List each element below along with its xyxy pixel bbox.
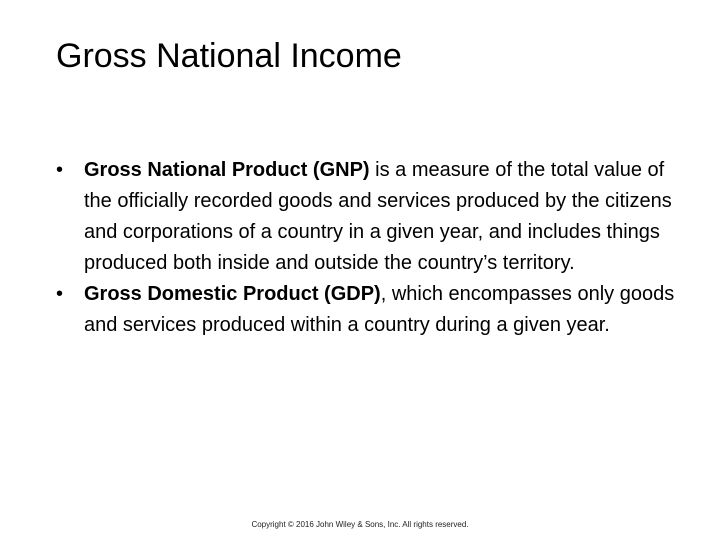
bullet-term-gnp: Gross National Product (GNP) xyxy=(84,159,370,181)
bullet-gnp xyxy=(56,155,696,279)
copyright-footer: Copyright © 2016 John Wiley & Sons, Inc. All rights reserved. xyxy=(251,520,469,529)
bullet-text-gnp: is a measure of the total value of the officially recorded goods and services produced by the citizens and corporations of a country in a given year, and includes things produced both inside and outside the country’s territory. xyxy=(84,159,672,274)
bullet-icon: • xyxy=(56,159,64,181)
bullet-list xyxy=(56,155,696,341)
slide-title: Gross National Income xyxy=(56,37,402,75)
bullet-term-gdp: Gross Domestic Product (GDP) xyxy=(84,283,381,305)
bullet-text-gdp: , which encompasses only goods and services produced within a country during a given year. xyxy=(84,283,675,336)
bullet-icon: • xyxy=(56,283,64,305)
bullet-gdp xyxy=(56,279,696,341)
